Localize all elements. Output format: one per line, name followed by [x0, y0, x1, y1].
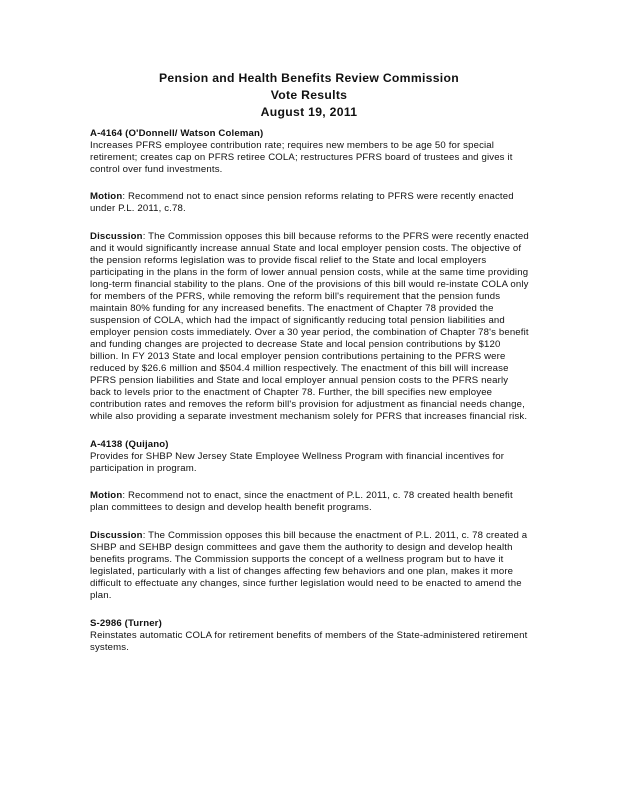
- title-line-2: Vote Results: [270, 88, 348, 102]
- motion-paragraph: [90, 490, 530, 514]
- discussion-paragraph: [90, 231, 530, 423]
- motion-label: Motion: [90, 490, 123, 501]
- bill-summary: Reinstates automatic COLA for retirement benefits of members of the State-administered retirement systems.: [90, 630, 528, 653]
- document-body: [90, 128, 530, 669]
- discussion-label: Discussion: [90, 231, 143, 242]
- title-line-3: August 19, 2011: [260, 105, 358, 119]
- bill-summary: Provides for SHBP New Jersey State Employee Wellness Program with financial incentives for participation in program.: [90, 451, 505, 474]
- bill-heading: A-4138 (Quijano): [90, 439, 169, 450]
- discussion-label: Discussion: [90, 530, 143, 541]
- motion-text: : Recommend not to enact, since the enactment of P.L. 2011, c. 78 created health benefit plan committees to design and develop health benefit programs.: [90, 490, 513, 513]
- title-line-1: Pension and Health Benefits Review Commission: [159, 71, 459, 85]
- document-title: [0, 70, 618, 121]
- discussion-text: : The Commission opposes this bill because reforms to the PFRS were recently enacted and it would significantly increase annual State and local employer pension costs. The objective of the pension reforms legislation was to provide fiscal relief to the State and local employers participating in the plans in the form of lower annual pension costs, while at the same time providing long-term financial stability to the plans. One of the provisions of this bill would re-instate COLA only for members of the PFRS, while removing the reform bill's requirement that the pension funds maintain 80% funding for any increased benefits. The enactment of Chapter 78 provided the suspension of COLA, which had the impact of significantly reducing total pension liabilities and employer pension costs immediately. Over a 30 year period, the combination of Chapter 78's benefit and funding changes are projected to decrease State and local pension contributions by $120 billion. In FY 2013 State and local employer pension contributions pertaining to the PFRS were reduced by $26.6 million and $504.4 million respectively. The enactment of this bill will increase PFRS pension liabilities and State and local employer annual pension costs to the PFRS nearly back to levels prior to the enactment of Chapter 78. Further, the bill specifies new employee contribution rates and removes the reform bill's provision for adjustment as financial needs change, while also providing a separate investment mechanism solely for PFRS that increases financial risk.: [90, 231, 529, 422]
- bill-summary: Increases PFRS employee contribution rate; requires new members to be age 50 for special retirement; creates cap on PFRS retiree COLA; restructures PFRS board of trustees and gives it control over fund investments.: [90, 140, 513, 175]
- motion-label: Motion: [90, 191, 123, 202]
- motion-text: : Recommend not to enact since pension reforms relating to PFRS were recently enacted under P.L. 2011, c.78.: [90, 191, 514, 214]
- bill-heading: A-4164 (O'Donnell/ Watson Coleman): [90, 128, 264, 139]
- bill-section-s2986: [90, 618, 530, 654]
- bill-heading: S-2986 (Turner): [90, 618, 162, 629]
- discussion-paragraph: [90, 530, 530, 602]
- bill-section-a4164: [90, 128, 530, 176]
- motion-paragraph: [90, 191, 530, 215]
- bill-section-a4138: [90, 439, 530, 475]
- discussion-text: : The Commission opposes this bill because the enactment of P.L. 2011, c. 78 created a SHBP and SEHBP design committees and gave them the authority to design and develop health benefits programs. The Commission supports the concept of a wellness program but to have it legislated, particularly with a list of changes affecting few behaviors and one plan, makes it more difficult to effectuate any changes, since further legislation would need to be enacted to amend the plan.: [90, 530, 528, 601]
